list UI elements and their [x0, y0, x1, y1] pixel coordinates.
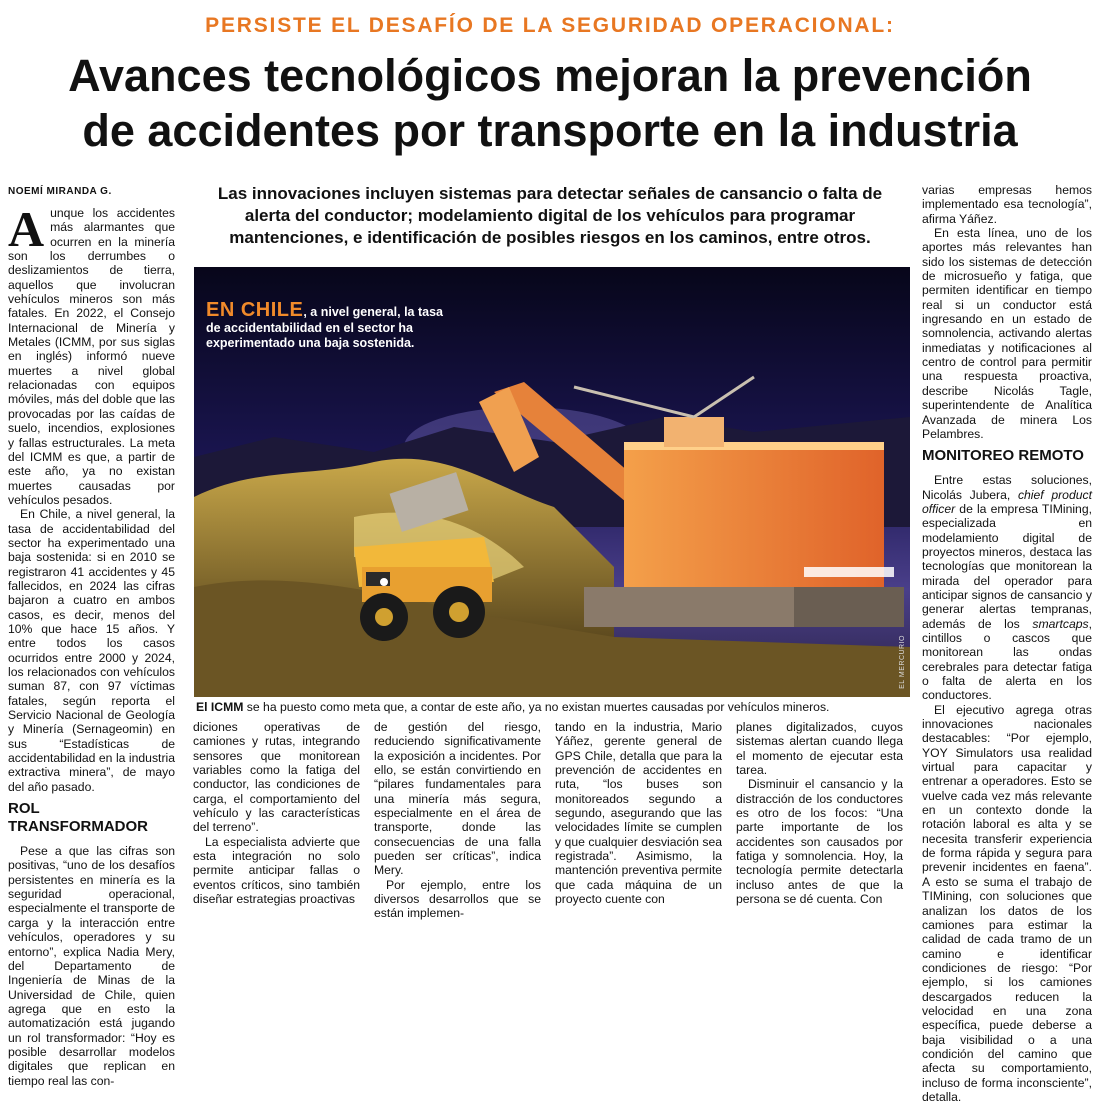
article-column-3 — [374, 720, 541, 921]
photo-callout — [206, 299, 456, 352]
caption-text: se ha puesto como meta que, a contar de este año, ya no existan muertes causadas por vehículos mineros. — [243, 700, 830, 714]
paragraph: En Chile, a nivel general, la tasa de accidentabilidad del sector ha experimentado una baja sostenida: si en 2010 se registraron 41 accidentes y 45 fallecidos, en 2024 las cifras bajaron a cuatro en ambos casos, es decir, menos del 10% que hace 15 años. Y entre todos los casos ocurridos entre 2000 y 2024, los relacionados con vehículos suman 87, con 97 víctimas fatales, según reporta el Servicio Nacional de Geología y Minería (Sernageomin) en sus “Estadísticas de accidentabilidad en la industria extractiva minera”, de mayo del año pasado. — [8, 507, 175, 794]
paragraph: tando en la industria, Mario Yáñez, gerente general de GPS Chile, detalla que para la prevención de accidentes en ruta, “los buses son monitoreados segundo a segundo, asegurando que las velocidades límite se cumplen y que cualquier desviación sea registrada”. Asimismo, la mantención preventiva permite que cada máquina de un proyecto cuente con — [555, 720, 722, 907]
paragraph: En esta línea, uno de los aportes más relevantes han sido los sistemas de detección de microsueño y fatiga, que permiten identificar en tiempo real si un conductor está ingresando en un estado de somnolencia, activando alertas inmediatas y notificaciones al centro de control para permitir una respuesta proactiva, describe Nicolás Tagle, superintendente de Analítica Avanzada de minera Los Pelambres. — [922, 226, 1092, 441]
subhead-monitoreo-remoto: MONITOREO REMOTO — [922, 447, 1084, 465]
paragraph: Pese a que las cifras son positivas, “uno de los desafíos persistentes en minería es la seguridad operacional, especialmente el transporte de carga y la interacción entre vehículos, operadores y su entorno”, explica Nadia Mery, del Departamento de Ingeniería de Minas de la Universidad de Chile, quien agrega que en esto la automatización está jugando un rol transformador: “Hoy es posible desarrollar modelos digitales que replican en tiempo real las con- — [8, 844, 175, 1088]
headline — [0, 48, 1100, 158]
paragraph: La especialista advierte que esta integración no solo permite anticipar fallas o eventos críticos, sino también diseñar estrategias proactivas — [193, 834, 360, 907]
article-column-4 — [555, 720, 722, 906]
paragraph: Disminuir el cansancio y la distracción de los conductores es otro de los focos: “Una parte importante de los accidentes son causados por fatiga y somnolencia. Hoy, la tecnología permite detectarla incluso antes de que la persona se dé cuenta. Con — [736, 777, 903, 907]
headline-line-1: Avances tecnológicos mejoran la prevención — [68, 50, 1032, 101]
paragraph: Entre estas soluciones, Nicolás Jubera, chief product officer de la empresa TIMining, especializada en modelamiento digital de proyectos mineros, destaca las tecnologías que monitorean la mirada del operador para anticipar signos de cansancio y generar alertas tempranas, además de los smartcaps, cintillos o cascos que monitorean las ondas cerebrales para detectar fatiga o falta de alerta en los conductores. — [922, 473, 1092, 703]
byline: NOEMÍ MIRANDA G. — [8, 186, 112, 197]
caption-bold: El ICMM — [196, 700, 244, 714]
paragraph: diciones operativas de camiones y rutas, integrando sensores que monitorean variables como la fatiga del conductor, las condiciones de carga, el comportamiento del vehículo y las características del terreno”. — [193, 720, 360, 835]
photo-credit: EL MERCURIO — [899, 635, 906, 689]
drop-cap: A — [8, 201, 45, 257]
paragraph: varias empresas hemos implementado esa tecnología”, afirma Yáñez. — [922, 183, 1092, 226]
article-column-6 — [922, 183, 1092, 1104]
mining-photo — [194, 267, 910, 697]
article-column-2 — [193, 720, 360, 906]
paragraph: Aunque los accidentes más alarmantes que ocurren en la minería son los derrumbes o deslizamientos de tierra, aquellos que involucran vehículos mineros son más fatales. En 2022, el Consejo Internacional de Minería y Metales (ICMM, por sus siglas en inglés) informó nueve muertes a nivel global relacionadas con equipos móviles, más del doble que las provocadas por las caídas de suelo, incendios, explosiones y fallas estructurales. La meta del ICMM es que, a partir de este año, ya no existan muertes causadas por vehículos pesados. — [8, 201, 175, 507]
photo-caption — [196, 700, 916, 714]
headline-line-2: de accidentes por transporte en la industria — [82, 105, 1018, 156]
article-column-1 — [8, 201, 175, 1088]
kicker: PERSISTE EL DESAFÍO DE LA SEGURIDAD OPERACIONAL: — [205, 14, 895, 37]
article-column-5 — [736, 720, 903, 906]
paragraph: El ejecutivo agrega otras innovaciones nacionales destacables: “Por ejemplo, YOY Simulators usa realidad virtual para capacitar y entrenar a operadores. Esto se vuelve cada vez más relevante en un contexto donde la rotación laboral es alta y se necesita transferir experiencia de forma rápida y segura para prevenir incidentes en faena”. A esto se suma el trabajo de TIMining, con soluciones que analizan los datos de los camiones para estimar la calidad de cada tramo de un camino e identificar condiciones de riesgo: “Por ejemplo, si los camiones descargados reducen la velocidad en una zona específica, puede deberse a baja visibilidad o a una condición del camino que afecta su comportamiento, incluso de forma inconsciente”, detalla. — [922, 702, 1092, 1104]
paragraph: Por ejemplo, entre los diversos desarrollos que se están implemen- — [374, 877, 541, 921]
deck: Las innovaciones incluyen sistemas para detectar señales de cansancio o falta de alerta del conductor; modelamiento digital de los vehículos para programar mantenciones, e identificación de posibles riesgos en los caminos, entre otros. — [217, 184, 883, 247]
paragraph: de gestión del riesgo, reduciendo significativamente la exposición a incidentes. Por ello, se están convirtiendo en “pilares fundamentales para una minería más segura, especialmente en el área de transporte, donde las consecuencias de una falla pueden ser críticas”, indica Mery. — [374, 720, 541, 878]
paragraph: planes digitalizados, cuyos sistemas alertan cuando llega el momento de ejecutar esta tarea. — [736, 720, 903, 778]
callout-lead: EN CHILE — [206, 299, 304, 321]
callout-text: , a nivel general, la tasa de accidentabilidad en el sector ha experimentado una baja sostenida. — [206, 305, 443, 350]
subhead-rol-transformador: ROL TRANSFORMADOR — [8, 800, 148, 836]
